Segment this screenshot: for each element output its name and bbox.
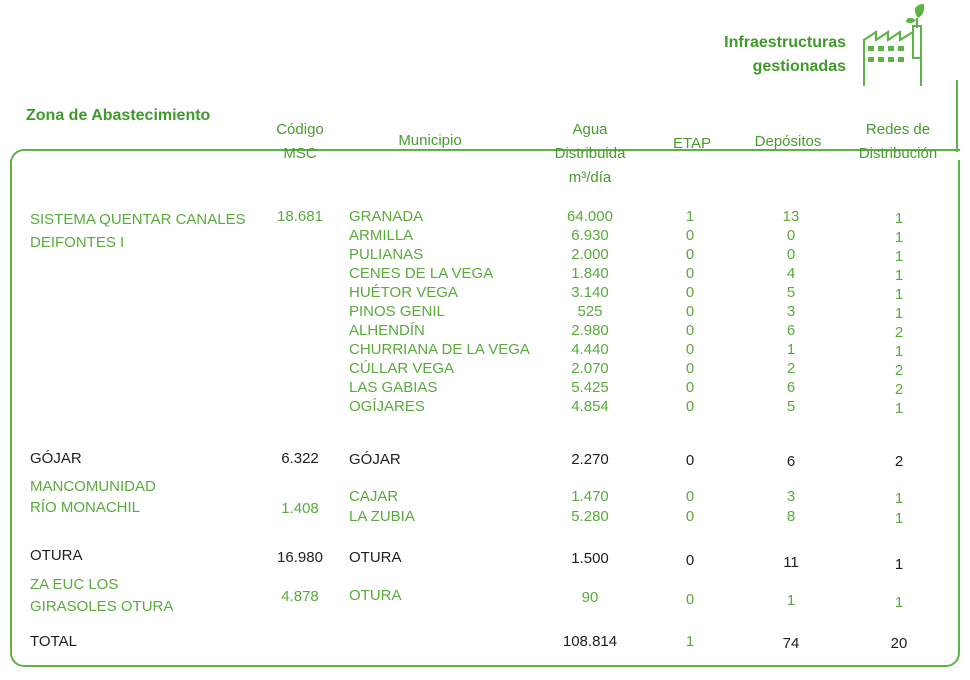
agua-cell: 3.140 [571,284,609,301]
depositos-cell: 13 [782,208,800,225]
header-agua-line2: Distribuida [554,145,626,162]
zona-girasoles-line2: GIRASOLES OTURA [30,598,174,615]
agua-cell: 64.000 [567,208,613,225]
zona-otura: OTURA [30,547,83,564]
zona-quentar-line1: SISTEMA QUENTAR CANALES [30,211,246,228]
etap-cell: 0 [685,488,695,505]
redes-cell: 2 [894,381,904,398]
redes-cell: 1 [894,305,904,322]
agua-cell: 525 [577,303,603,320]
municipio-gojar: GÓJAR [349,451,401,468]
agua-cell: 2.980 [571,322,609,339]
etap-cell: 0 [685,303,695,320]
agua-cell: 4.854 [571,398,609,415]
zona-girasoles [30,574,173,618]
header-agua-line3: m³/día [568,169,612,186]
etap-cell: 0 [685,265,695,282]
codigo-monachil: 1.408 [281,500,319,517]
etap-cell: 0 [685,398,695,415]
total-label: TOTAL [30,633,77,650]
agua-cell: 2.070 [571,360,609,377]
zona-gojar: GÓJAR [30,450,82,467]
depositos-cell: 3 [786,303,796,320]
depositos-otura: 11 [783,554,799,571]
agua-girasoles: 90 [581,589,599,606]
agua-gojar: 2.270 [571,451,609,468]
depositos-cell: 5 [786,284,796,301]
zona-monachil-line2: RÍO MONACHIL [30,499,141,516]
etap-gojar: 0 [685,452,695,469]
infra-title-line2: gestionadas [752,58,846,75]
redes-cell: 1 [894,400,904,417]
agua-cell: 2.000 [571,246,609,263]
depositos-cell: 5 [786,398,796,415]
municipio-cell: ARMILLA [349,227,414,244]
municipio-cell: CÚLLAR VEGA [349,360,455,377]
header-depositos: Depósitos [754,133,822,150]
depositos-cell: 3 [786,488,796,505]
header-codigo-line2: MSC [283,145,317,162]
depositos-gojar: 6 [786,453,796,470]
municipio-cell: LAS GABIAS [349,379,438,396]
redes-cell: 1 [894,510,904,527]
depositos-cell: 2 [786,360,796,377]
redes-otura: 1 [894,556,904,573]
municipio-cell: GRANADA [349,208,424,225]
depositos-cell: 1 [786,341,796,358]
factory-icon [858,2,930,88]
depositos-cell: 6 [786,322,796,339]
depositos-cell: 4 [786,265,796,282]
zona-monachil-line1: MANCOMUNIDAD [30,478,156,495]
agua-otura: 1.500 [571,550,609,567]
municipio-cell: HUÉTOR VEGA [349,284,458,301]
header-etap: ETAP [672,135,712,152]
infraestructuras-title [660,31,846,79]
zona-quentar [30,208,246,254]
depositos-cell: 0 [786,246,796,263]
depositos-cell: 0 [786,227,796,244]
agua-cell: 1.470 [571,488,609,505]
redes-cell: 1 [894,210,904,227]
etap-otura: 0 [685,552,695,569]
total-redes: 20 [890,635,908,652]
redes-cell: 1 [894,248,904,265]
codigo-quentar: 18.681 [277,208,323,225]
total-etap: 1 [685,633,695,650]
etap-girasoles: 0 [685,591,695,608]
redes-cell: 1 [894,286,904,303]
municipio-cell: PULIANAS [349,246,424,263]
header-redes [848,118,948,166]
etap-cell: 1 [685,208,695,225]
municipio-cell: CHURRIANA DE LA VEGA [349,341,530,358]
header-codigo [260,118,340,166]
header-codigo-line1: Código [276,121,324,138]
etap-cell: 0 [685,246,695,263]
redes-gojar: 2 [894,453,904,470]
agua-cell: 6.930 [571,227,609,244]
codigo-girasoles: 4.878 [281,588,319,605]
redes-cell: 1 [894,343,904,360]
redes-cell: 1 [894,490,904,507]
zona-abastecimiento-title: Zona de Abastecimiento [26,107,211,124]
municipio-cell: ALHENDÍN [349,322,425,339]
municipio-cell: OGÍJARES [349,398,425,415]
infra-title-line1: Infraestructuras [724,34,846,51]
depositos-girasoles: 1 [786,592,796,609]
agua-cell: 1.840 [571,265,609,282]
etap-cell: 0 [685,227,695,244]
municipio-cell: PINOS GENIL [349,303,445,320]
agua-cell: 5.425 [571,379,609,396]
redes-cell: 2 [894,324,904,341]
header-agua-line1: Agua [572,121,608,138]
redes-cell: 2 [894,362,904,379]
municipio-cell: CAJAR [349,488,399,505]
redes-girasoles: 1 [894,594,904,611]
redes-cell: 1 [894,229,904,246]
municipio-girasoles: OTURA [349,587,402,604]
depositos-cell: 6 [786,379,796,396]
header-municipio: Municipio [398,132,462,149]
header-redes-line1: Redes de [865,121,931,138]
municipio-cell: LA ZUBIA [349,508,415,525]
zona-monachil [30,476,156,518]
codigo-gojar: 6.322 [281,450,319,467]
total-agua: 108.814 [562,633,618,650]
redes-cell: 1 [894,267,904,284]
total-depositos: 74 [782,635,800,652]
etap-cell: 0 [685,508,695,525]
etap-cell: 0 [685,379,695,396]
depositos-cell: 8 [786,508,796,525]
agua-cell: 4.440 [571,341,609,358]
etap-cell: 0 [685,322,695,339]
municipio-otura: OTURA [349,549,402,566]
zona-girasoles-line1: ZA EUC LOS [30,576,119,593]
agua-cell: 5.280 [571,508,609,525]
municipio-cell: CENES DE LA VEGA [349,265,494,282]
codigo-otura: 16.980 [277,549,323,566]
header-agua [540,118,640,190]
etap-cell: 0 [685,284,695,301]
etap-cell: 0 [685,360,695,377]
etap-cell: 0 [685,341,695,358]
header-redes-line2: Distribución [858,145,938,162]
zona-quentar-line2: DEIFONTES I [30,234,125,251]
